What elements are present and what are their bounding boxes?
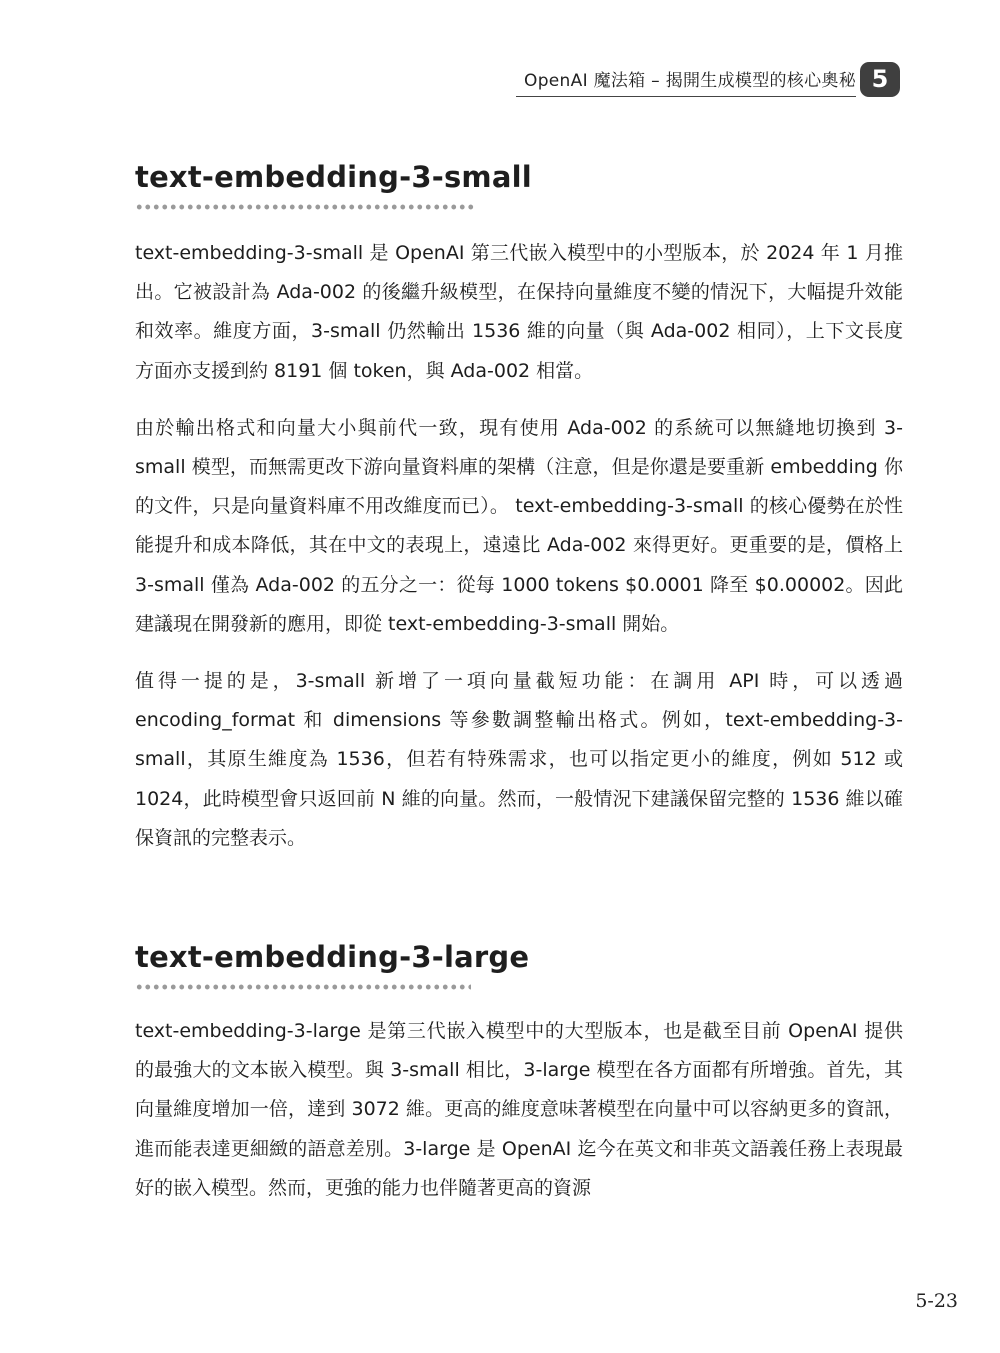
paragraph: 由於輸出格式和向量大小與前代一致，現有使用 Ada-002 的系統可以無縫地切換到 3-small 模型，而無需更改下游向量資料庫的架構（注意，但是你還是要重新 embedding 你的文件，只是向量資料庫不用改維度而已）。 text-embedding-3-small 的核心優勢在於性能提升和成本降低，其在中文的表現上，遠遠比 Ada-002 來得更好。更重要的是，價格上 3-small 僅為 Ada-002 的五分之一：從每 1000 tokens $0.0001 降至 $0.00002。因此建議現在開發新的應用，即從 text-embedding-3-small 開始。 [135, 416, 903, 635]
chapter-badge: 5 [860, 62, 900, 97]
paragraph: text-embedding-3-large 是第三代嵌入模型中的大型版本，也是截至目前 OpenAI 提供的最強大的文本嵌入模型。與 3-small 相比，3-large 模型在各方面都有所增強。首先，其向量維度增加一倍，達到 3072 維。更高的維度意味著模型在向量中可以容納更多的資訊，進而能表達更細緻的語意差別。3-large 是 OpenAI 迄今在英文和非英文語義任務上表現最好的嵌入模型。然而，更強的能力也伴隨著更高的資源 [135, 1020, 903, 1199]
running-title: OpenAI 魔法箱 – 揭開生成模型的核心奧秘 [524, 71, 856, 91]
section-embedding-3-small [135, 160, 903, 858]
running-header [380, 62, 900, 100]
paragraph: 值得一提的是，3-small 新增了一項向量截短功能：在調用 API 時，可以透過 encoding_format 和 dimensions 等參數調整輸出格式。例如，text-embedding-3-small，其原生維度為 1536，但若有特殊需求，也可以指定更小的維度，例如 512 或 1024，此時模型會只返回前 N 維的向量。然而，一般情況下建議保留完整的 1536 維以確保資訊的完整表示。 [135, 670, 903, 849]
section-heading: text-embedding-3-large [135, 940, 530, 974]
page-number: 5-23 [915, 1290, 958, 1312]
section-embedding-3-large [135, 940, 903, 1208]
section-heading: text-embedding-3-small [135, 160, 532, 194]
paragraph: text-embedding-3-small 是 OpenAI 第三代嵌入模型中的小型版本，於 2024 年 1 月推出。它被設計為 Ada-002 的後繼升級模型，在保持向量維度不變的情況下，大幅提升效能和效率。維度方面，3-small 仍然輸出 1536 維的向量（與 Ada-002 相同），上下文長度方面亦支援到約 8191 個 token，與 Ada-002 相當。 [135, 242, 903, 382]
header-rule [516, 96, 856, 97]
